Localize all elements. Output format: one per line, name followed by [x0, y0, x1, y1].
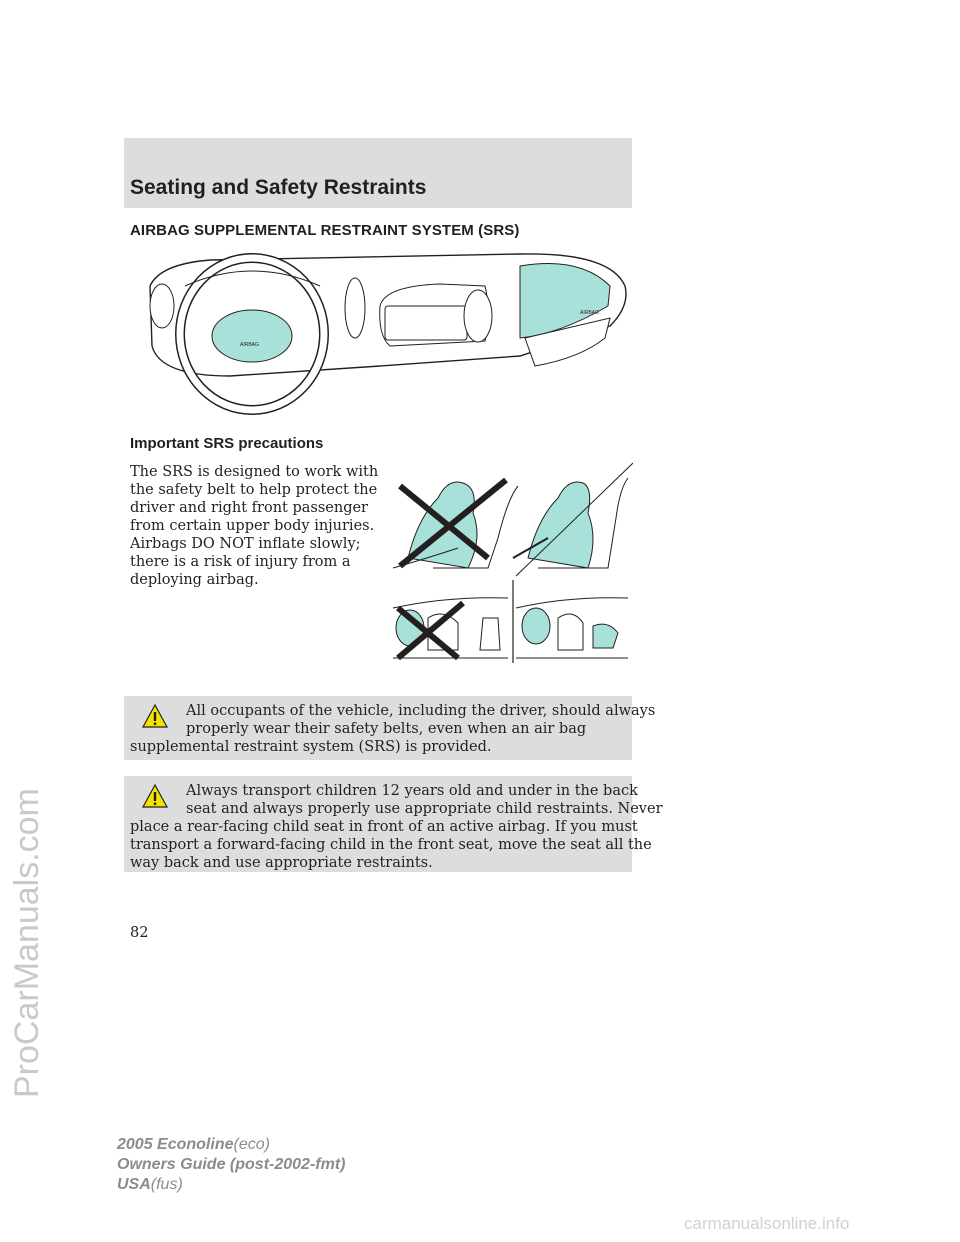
text-line: The SRS is designed to work with: [130, 464, 379, 480]
text-line: driver and right front passenger: [130, 500, 368, 516]
warning-text: [130, 702, 655, 756]
footer-guide: Owners Guide (post-2002-fmt): [117, 1156, 346, 1173]
text-line: All occupants of the vehicle, including the driver, should always: [186, 703, 656, 719]
document-footer: [117, 1135, 345, 1195]
precautions-heading: Important SRS precautions: [130, 435, 324, 452]
page-section-title: Seating and Safety Restraints: [130, 176, 427, 199]
footer-market-code: (fus): [150, 1176, 183, 1193]
occupant-position-illustration: [388, 458, 633, 663]
text-line: seat and always properly use appropriate child restraints. Never: [186, 801, 663, 817]
passenger-airbag-label: AIRBAG: [580, 310, 599, 316]
footer-line: [117, 1135, 345, 1155]
warning-box: [124, 776, 663, 872]
warning-text: [130, 782, 663, 872]
text-line: transport a forward-facing child in the front seat, move the seat all the: [130, 837, 652, 853]
text-line: from certain upper body injuries.: [130, 518, 375, 534]
page-number: 82: [130, 925, 149, 941]
footer-line: [117, 1155, 345, 1175]
bottom-watermark: carmanualsonline.info: [684, 1214, 850, 1233]
footer-code: (eco): [233, 1136, 270, 1153]
text-line: Always transport children 12 years old and under in the back: [186, 783, 638, 799]
side-watermark: ProCarManuals.com: [8, 788, 46, 1098]
text-line: there is a risk of injury from a: [130, 554, 351, 570]
dashboard-airbag-illustration: [140, 246, 630, 418]
precautions-paragraph: [130, 463, 380, 589]
warning-box: [124, 696, 656, 760]
text-line: properly wear their safety belts, even when an air bag: [186, 721, 587, 737]
text-line: place a rear-facing child seat in front of an active airbag. If you must: [130, 819, 638, 835]
text-line: supplemental restraint system (SRS) is provided.: [130, 739, 492, 755]
text-line: the safety belt to help protect the: [130, 482, 378, 498]
footer-line: [117, 1175, 345, 1195]
footer-model: 2005 Econoline: [117, 1136, 234, 1153]
text-line: deploying airbag.: [130, 572, 259, 588]
section-heading: AIRBAG SUPPLEMENTAL RESTRAINT SYSTEM (SRS): [130, 222, 520, 239]
text-line: Airbags DO NOT inflate slowly;: [130, 536, 361, 552]
text-line: way back and use appropriate restraints.: [130, 855, 433, 871]
wheel-airbag-label: AIRBAG: [240, 342, 259, 348]
footer-market: USA: [117, 1176, 151, 1193]
